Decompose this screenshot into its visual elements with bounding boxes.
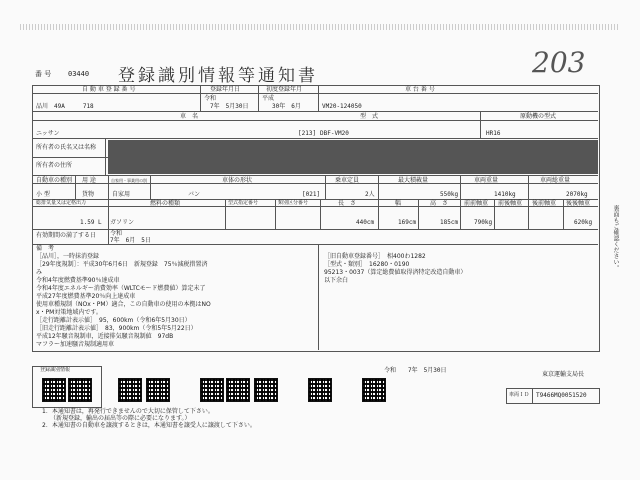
note-line: ［旧走行距離計表示値］ 83，900km（令和5年5月22日） (36, 325, 197, 332)
qr-code-1 (42, 378, 66, 402)
expiry-value: 7年 6月 5日 (110, 237, 151, 244)
displacement-value: 1.59 L (80, 219, 102, 226)
notice-1: 1．本通知書は，再発行できませんので大切に保管して下さい。 (42, 408, 214, 415)
body-shape-label: 車体の形状 (222, 177, 253, 184)
notes-left (36, 253, 211, 349)
reg-no-value: 品川 49A 718 (36, 103, 94, 110)
note-line: 平成12年騒音規制車，近接排気騒音規制値 97dB (36, 333, 174, 340)
notice-2: 2．本通知書の自動車を譲渡するときは，本通知書を譲受人に譲渡して下さい。 (42, 422, 256, 429)
notes-right (324, 253, 466, 285)
qr-code-4 (146, 378, 170, 402)
engine-value: HR16 (486, 130, 501, 137)
model-code: [213] (298, 130, 317, 137)
vehicle-type-label: 自動車の種別 (36, 177, 73, 184)
qr-code-5 (200, 378, 224, 402)
first-reg-label: 初度登録年月 (266, 86, 303, 93)
type-no-label: 型式指定番号 (228, 200, 259, 206)
reg-info-label: 登録識別情報 (40, 367, 71, 373)
note-line: み (36, 269, 43, 276)
owner-address-label: 所有者の住所 (36, 162, 73, 169)
rear-rear-axle-label: 後後軸重 (566, 200, 591, 207)
handwritten-number: 203 (532, 46, 586, 79)
rear-front-axle-label: 後前軸重 (532, 200, 557, 207)
maker-value: ニッサン (36, 130, 60, 137)
front-front-axle-value: 790kg (474, 219, 493, 226)
reg-date-era: 令和 (204, 95, 217, 102)
note-line: 平成27年度燃費基準20％向上達成車 (36, 293, 136, 300)
qr-code-2 (68, 378, 92, 402)
owner-name-label: 所有者の氏名又は名称 (36, 144, 97, 151)
engine-label: 原動機の型式 (520, 113, 557, 120)
front-front-axle-label: 前前軸重 (464, 200, 489, 207)
model-value: DBF-VM20 (320, 130, 349, 137)
use-label: 用 途 (82, 177, 96, 184)
model-label: 型 式 (360, 113, 379, 120)
vehicle-weight-label: 車両重量 (474, 177, 499, 184)
qr-code-6 (226, 378, 250, 402)
use-value: 貨物 (82, 191, 95, 198)
issue-date-era: 令和 (384, 367, 397, 374)
capacity-value: 2人 (365, 191, 375, 198)
reg-date-label: 登録年月日 (210, 86, 241, 93)
chassis-value: VM20-124050 (322, 103, 362, 110)
vehicle-id-value: T9466MQ0051520 (536, 392, 587, 399)
qr-code-3 (118, 378, 142, 402)
note-line: x・PM対策地域内です。 (36, 309, 102, 316)
fuel-type-value: ガソリン (110, 219, 135, 226)
note-line: ［型式・類別］ 16280・0190 (324, 261, 410, 268)
qr-code-8 (308, 378, 332, 402)
capacity-label: 乗車定員 (335, 177, 360, 184)
length-label: 長 さ (338, 200, 357, 207)
note-line: 令和4年度エネルギー消費効率（WLTCモード燃費値）算定未了 (36, 285, 206, 292)
purpose-label: 自家用・事業用の別 (111, 178, 147, 183)
max-load-label: 最大積載量 (398, 177, 429, 184)
qr-code-7 (254, 378, 278, 402)
notes-label: 備 考 (36, 245, 55, 252)
width-value: 169cm (398, 219, 417, 226)
max-load-value: 550kg (440, 191, 459, 198)
front-rear-axle-label: 前後軸重 (498, 200, 523, 207)
reg-date-value: 7年 5月30日 (210, 103, 249, 110)
doc-number-value: 03440 (68, 70, 90, 78)
chassis-label: 車 台 番 号 (405, 86, 435, 93)
side-note: 裏面もご確認ください。 (612, 205, 619, 271)
height-label: 高 さ (430, 200, 449, 207)
issuer-name: 東京運輸支局長 (542, 371, 585, 378)
vehicle-name-label: 車 名 (180, 113, 199, 120)
note-line: 令和4年度燃費基準90％達成車 (36, 277, 120, 284)
width-label: 幅 (395, 200, 402, 207)
note-line: 95213・0037（算定総費値取得済特定改造自動車） (324, 269, 467, 276)
vehicle-id-label: 車両ＩＤ (509, 392, 530, 398)
vehicle-type-value: 小 型 (36, 191, 50, 198)
doc-number-label: 番 号 (35, 70, 52, 78)
owner-redaction (108, 140, 598, 174)
note-line: ［旧自動車登録番号］ 相400わ1282 (324, 253, 426, 260)
notice-1b: （新規登録，輸出の届出等の際に必要になります。） (50, 415, 191, 422)
top-scan-edge (20, 24, 620, 30)
expiry-era: 令和 (110, 230, 123, 237)
gross-weight-label: 車両総重量 (540, 177, 571, 184)
note-line: ［品川］，一時抹消登録 (36, 253, 100, 260)
note-line: マフラー加速騒音規制適用車 (36, 341, 115, 348)
document-title: 登録識別情報等通知書 (118, 66, 318, 86)
note-line: 以下余白 (324, 277, 349, 284)
note-line: 使用車種規制（NOx・PM）適合，この自動車の使用の本拠はNO (36, 301, 211, 308)
first-reg-value: 30年 6月 (272, 103, 301, 110)
displacement-label: 総排気量又は定格出力 (36, 200, 87, 206)
class-no-label: 類別区分番号 (278, 200, 309, 206)
fuel-type-label: 燃料の種類 (150, 200, 181, 207)
purpose-value: 自家用 (112, 191, 131, 198)
gross-weight-value: 2070kg (566, 191, 588, 198)
body-shape-value: バン (188, 191, 201, 198)
note-line: ［走行距離計表示値］ 95，600km（令和6年5月30日） (36, 317, 191, 324)
vehicle-weight-value: 1410kg (494, 191, 516, 198)
expiry-label: 有効期間の満了する日 (36, 232, 97, 239)
issue-date-value: 7年 5月30日 (408, 367, 447, 374)
rear-rear-axle-value: 620kg (574, 219, 593, 226)
note-line: ［29年度規制］：平成30年6月6日 新規登録 75％減税措置済 (36, 261, 208, 268)
qr-code-9 (362, 378, 386, 402)
reg-no-label: 自 動 車 登 録 番 号 (82, 86, 136, 93)
first-reg-era: 平成 (262, 95, 275, 102)
height-value: 185cm (440, 219, 459, 226)
length-value: 440cm (356, 219, 375, 226)
body-shape-code: [021] (302, 191, 321, 198)
